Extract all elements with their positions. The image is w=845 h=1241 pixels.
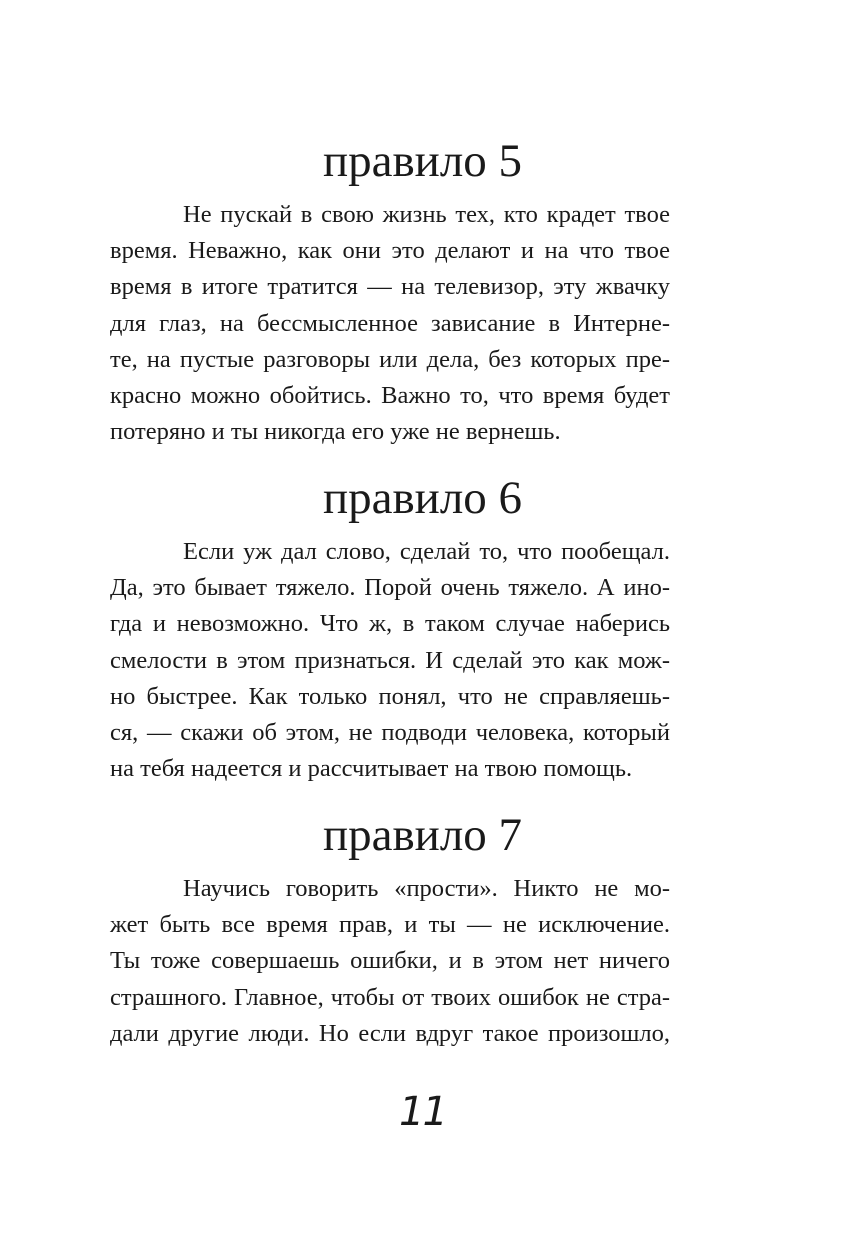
- paragraph-line: красно можно обойтись. Важно то, что время будет: [110, 381, 670, 409]
- paragraph-line: Научись говорить «прости». Никто не мо-: [183, 875, 670, 902]
- paragraph-line: дали другие люди. Но если вдруг такое произошло,: [110, 1019, 670, 1047]
- paragraph-line: Да, это бывает тяжело. Порой очень тяжело. А ино-: [110, 574, 670, 602]
- paragraph-line: те, на пустые разговоры или дела, без которых пре-: [110, 345, 670, 373]
- paragraph-line: ся, — скажи об этом, не подводи человека, который: [110, 718, 670, 746]
- rule-5-heading: правило 5: [322, 135, 523, 187]
- paragraph-line: Ты тоже совершаешь ошибки, и в этом нет ничего: [110, 947, 670, 975]
- paragraph-line: Если уж дал слово, сделай то, что пообещал.: [183, 538, 670, 565]
- paragraph-line: смелости в этом признаться. И сделай это как мож-: [110, 646, 670, 674]
- rule-5-paragraph: [110, 197, 670, 450]
- paragraph-line: время. Неважно, как они это делают и на что твое: [110, 237, 670, 265]
- paragraph-line: на тебя надеется и рассчитывает на твою помощь.: [110, 755, 633, 783]
- rule-7-heading: правило 7: [322, 809, 523, 861]
- rule-6-heading: правило 6: [322, 472, 523, 524]
- paragraph-line: для глаз, на бессмысленное зависание в Интерне-: [110, 309, 670, 337]
- paragraph-line: жет быть все время прав, и ты — не исключение.: [110, 911, 670, 939]
- paragraph-line: гда и невозможно. Что ж, в таком случае наберись: [110, 610, 670, 638]
- paragraph-line: Не пускай в свою жизнь тех, кто крадет твое: [183, 201, 670, 228]
- paragraph-line: время в итоге тратится — на телевизор, эту жвачку: [110, 273, 670, 301]
- rule-7-paragraph: [110, 871, 670, 1052]
- paragraph-line: потеряно и ты никогда его уже не вернешь.: [110, 418, 561, 446]
- paragraph-line: но быстрее. Как только понял, что не справляешь-: [110, 682, 670, 710]
- paragraph-line: страшного. Главное, чтобы от твоих ошибок не стра-: [110, 983, 670, 1011]
- page-number: 11: [399, 1089, 446, 1135]
- rule-6-paragraph: [110, 534, 670, 787]
